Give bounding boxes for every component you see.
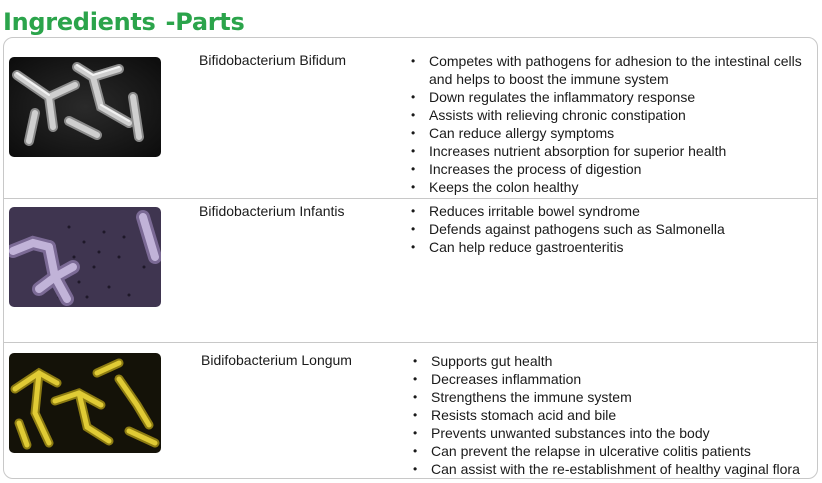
- benefit-item: • Increases the process of digestion: [409, 160, 802, 178]
- benefit-list: [409, 52, 802, 196]
- title-sub: -Parts: [165, 8, 245, 36]
- ingredient-row-longum: [4, 342, 817, 480]
- page-title: [3, 8, 244, 36]
- benefit-item: • Increases nutrient absorption for superior health: [409, 142, 802, 160]
- benefit-item: • Resists stomach acid and bile: [411, 406, 800, 424]
- benefit-item: • Reduces irritable bowel syndrome: [409, 202, 725, 220]
- ingredient-row-bifidum: [4, 38, 817, 199]
- benefit-item: • Keeps the colon healthy: [409, 178, 802, 196]
- ingredient-row-infantis: [4, 198, 817, 343]
- bacteria-micrograph-yellow: [9, 353, 161, 453]
- ingredients-table: [3, 37, 818, 479]
- benefit-list: [409, 202, 725, 256]
- benefit-item-continued: and helps to boost the immune system: [429, 71, 669, 87]
- benefit-item: • Can help reduce gastroenteritis: [409, 238, 725, 256]
- ingredient-name: Bidifobacterium Longum: [201, 352, 352, 368]
- benefit-item: • Assists with relieving chronic constipation: [409, 106, 802, 124]
- benefit-item: • Can reduce allergy symptoms: [409, 124, 802, 142]
- ingredient-name: Bifidobacterium Bifidum: [199, 52, 347, 68]
- bacteria-micrograph-purple: [9, 207, 161, 307]
- title-main: Ingredients: [3, 8, 156, 36]
- benefit-item: • Defends against pathogens such as Salmonella: [409, 220, 725, 238]
- benefit-item: • Competes with pathogens for adhesion to the intestinal cells: [409, 52, 802, 70]
- benefit-item: • Prevents unwanted substances into the body: [411, 424, 800, 442]
- benefit-item: • Down regulates the inflammatory response: [409, 88, 802, 106]
- benefit-item: • Decreases inflammation: [411, 370, 800, 388]
- benefit-list: [411, 352, 800, 478]
- ingredient-name: Bifidobacterium Infantis: [199, 203, 345, 219]
- benefit-item: • Can assist with the re-establishment of healthy vaginal flora: [411, 460, 800, 478]
- benefit-item: • Supports gut health: [411, 352, 800, 370]
- benefit-item: • Strengthens the immune system: [411, 388, 800, 406]
- bacteria-micrograph-grey: [9, 57, 161, 157]
- benefit-item: • Can prevent the relapse in ulcerative colitis patients: [411, 442, 800, 460]
